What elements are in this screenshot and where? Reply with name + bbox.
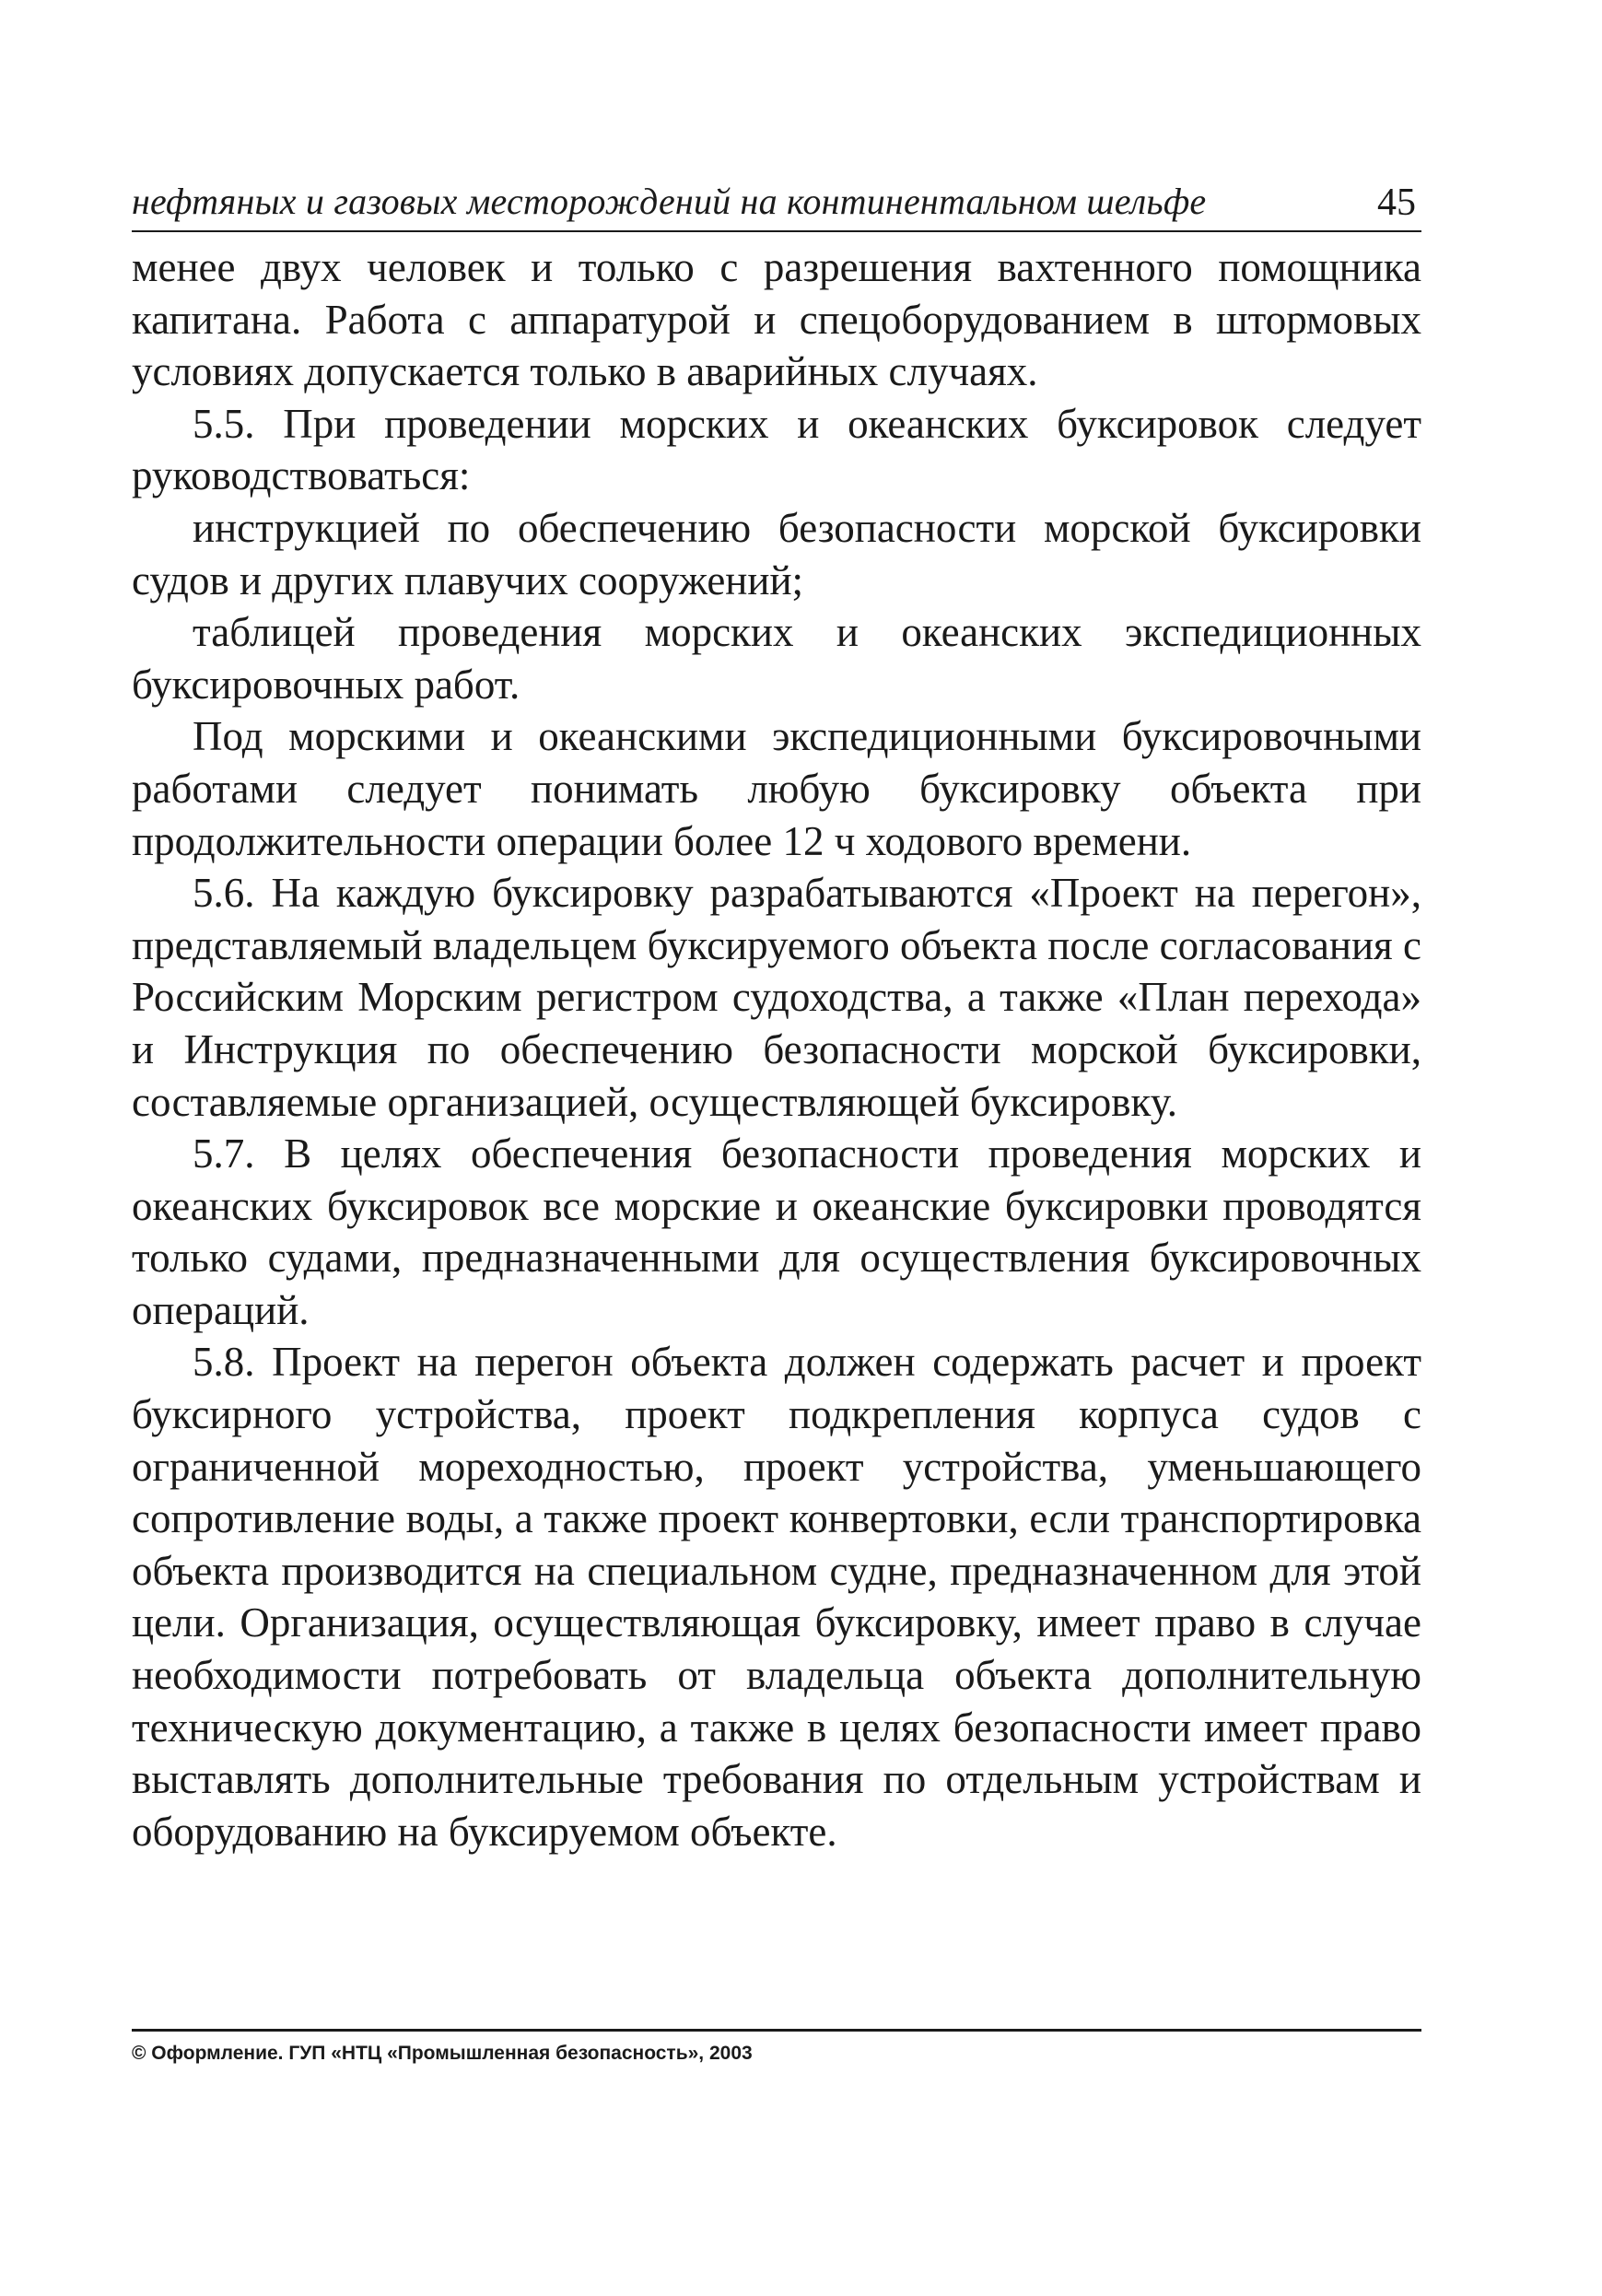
body-text bbox=[132, 241, 1421, 1857]
paragraph: 5.6. На каждую буксировку разрабатываются «Проект на перегон», представляемый владельцем буксируемого объекта после согласования с Российским Морским регистром судоходства, а также «План перехода» и Инструкция по обеспечению безопасности морской буксировки, составляемые организацией, осуществляющей буксировку. bbox=[132, 870, 1421, 1125]
paragraph: 5.8. Проект на перегон объекта должен содержать расчет и проект буксирного устройства, проект подкрепления корпуса судов с ограниченной мореходностью, проект устройства, уменьшающего сопротивление воды, а также проект конвертовки, если транспортировка объекта производится на специальном судне, предназначенном для этой цели. Организация, осуществляющая буксировку, имеет право в случае необходимости потребовать от владельца объекта дополнительную техническую документацию, а также в целях безопасности имеет право выставлять дополнительные требования по отдельным устройствам и оборудованию на буксируемом объекте. bbox=[132, 1339, 1421, 1855]
paragraph: 5.5. При проведении морских и океанских буксировок следует руководствоваться: bbox=[132, 400, 1421, 499]
paragraph: таблицей проведения морских и океанских экспедиционных буксировочных работ. bbox=[132, 609, 1421, 708]
paragraph: менее двух человек и только с разрешения вахтенного помощника капитана. Работа с аппаратурой и спецоборудованием в штормовых условиях допускается только в аварийных случаях. bbox=[132, 244, 1421, 395]
page-footer bbox=[132, 2029, 1421, 2065]
copyright-notice: © Оформление. ГУП «НТЦ «Промышленная безопасность», 2003 bbox=[132, 2043, 753, 2064]
paragraph: инструкцией по обеспечению безопасности морской буксировки судов и других плавучих сооружений; bbox=[132, 504, 1421, 603]
running-title: нефтяных и газовых месторождений на континентальном шельфе bbox=[132, 181, 1207, 222]
page-number: 45 bbox=[1377, 182, 1416, 224]
paragraph: 5.7. В целях обеспечения безопасности проведения морских и океанских буксировок все морские и океанские буксировки проводятся только судами, предназначенными для осуществления буксировочных операций. bbox=[132, 1130, 1421, 1333]
page-header bbox=[132, 175, 1421, 232]
paragraph: Под морскими и океанскими экспедиционными буксировочными работами следует понимать любую буксировку объекта при продолжительности операции более 12 ч ходового времени. bbox=[132, 713, 1421, 864]
